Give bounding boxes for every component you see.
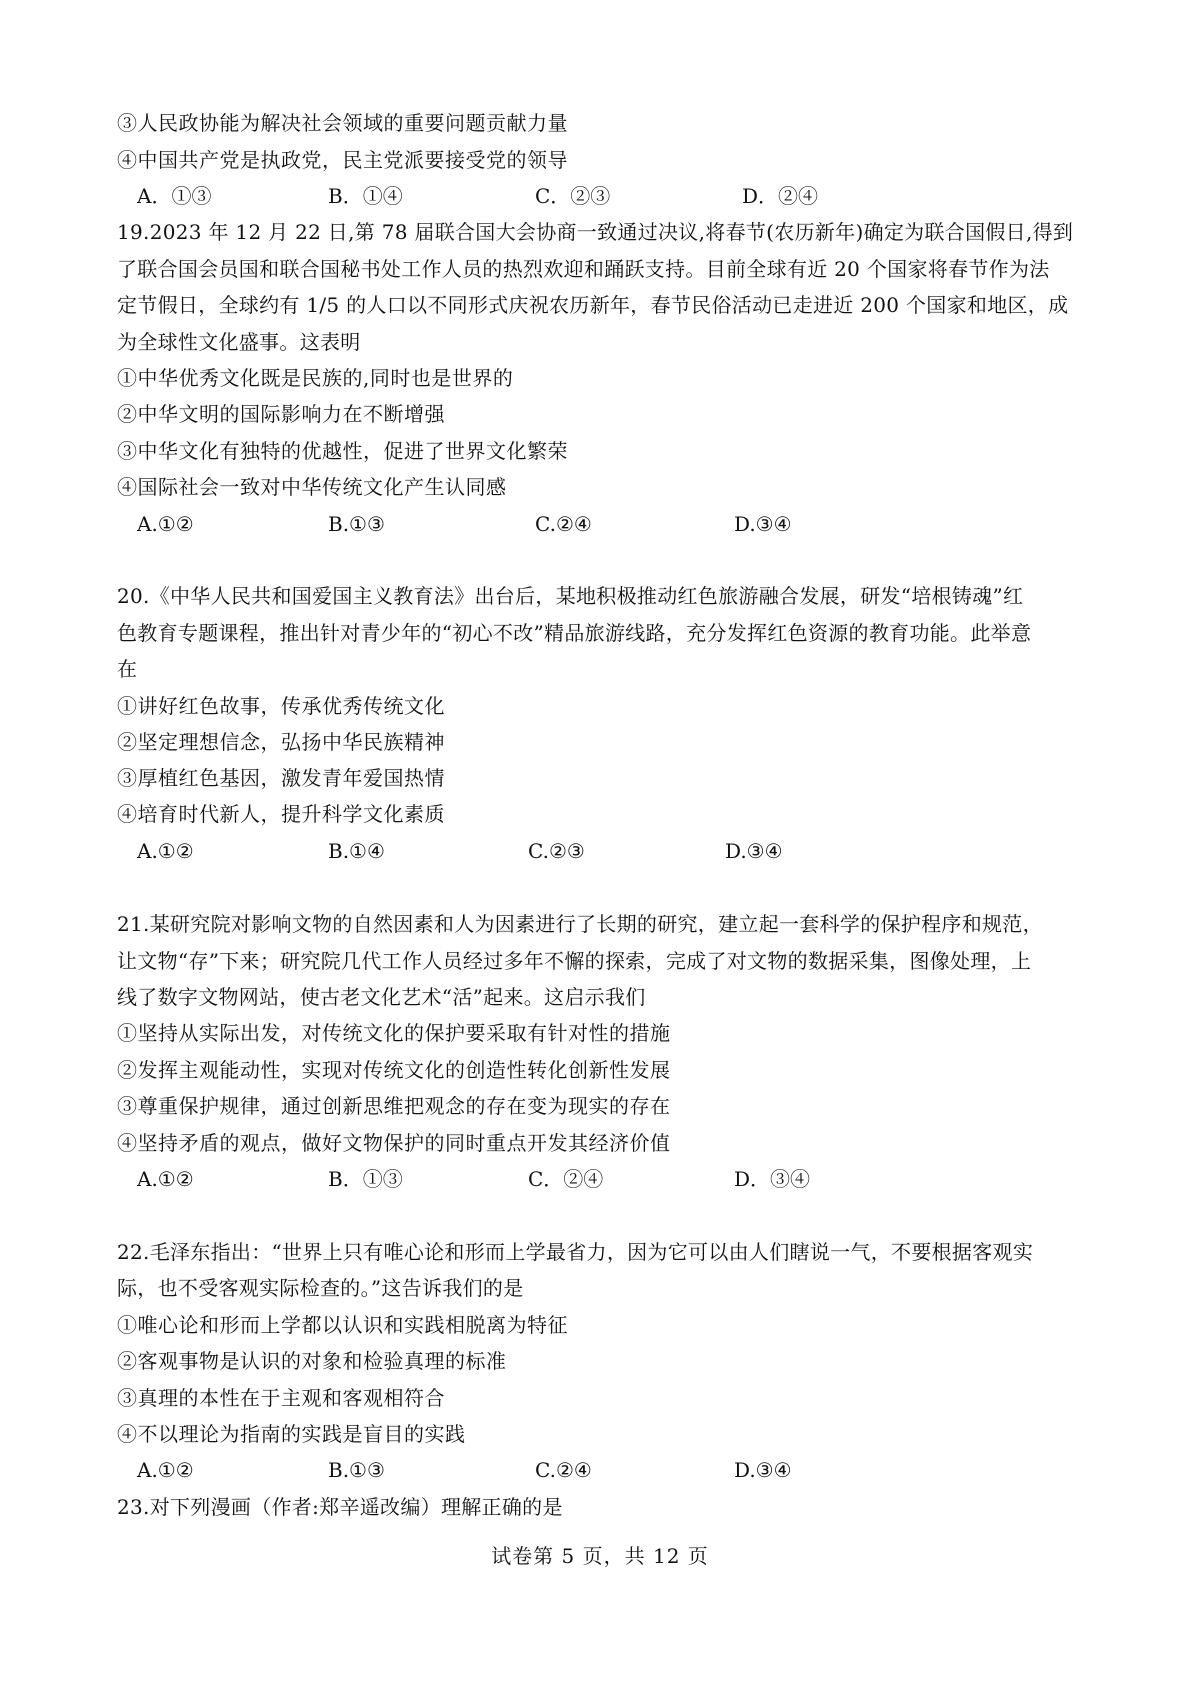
q19-statement-2: ②中华文明的国际影响力在不断增强: [117, 402, 445, 426]
q19-stem-line: 为全球性文化盛事。这表明: [117, 330, 361, 354]
q20-stem-line: 在: [117, 657, 138, 681]
q18-option-a[interactable]: A．①③: [137, 184, 212, 208]
q18-option-b[interactable]: B．①④: [328, 184, 403, 208]
q21-options: [137, 1164, 1037, 1194]
q20-option-b[interactable]: B.①④: [328, 839, 385, 863]
q21-option-d[interactable]: D．③④: [734, 1167, 811, 1191]
q19-stem-line: 19.2023 年 12 月 22 日,第 78 届联合国大会协商一致通过决议,将春节(农历新年)确定为联合国假日,得到: [117, 220, 1074, 244]
q19-options: [137, 509, 1037, 539]
q19-option-c[interactable]: C.②④: [535, 512, 592, 536]
q21-statement-2: ②发挥主观能动性，实现对传统文化的创造性转化创新性发展: [117, 1058, 671, 1082]
q21-statement-3: ③尊重保护规律，通过创新思维把观念的存在变为现实的存在: [117, 1094, 671, 1118]
q21-statement-1: ①坚持从实际出发，对传统文化的保护要采取有针对性的措施: [117, 1021, 671, 1045]
q21-stem-line: 让文物“存”下来；研究院几代工作人员经过多年不懈的探索，完成了对文物的数据采集，图像处理，上: [117, 949, 1032, 973]
q18-statement-3: ③人民政协能为解决社会领域的重要问题贡献力量: [117, 111, 568, 135]
q22-option-a[interactable]: A.①②: [137, 1458, 194, 1482]
q22-stem-line: 际，也不受客观实际检查的。”这告诉我们的是: [117, 1276, 524, 1300]
q22-option-c[interactable]: C.②④: [535, 1458, 592, 1482]
q21-stem-line: 21.某研究院对影响文物的自然因素和人为因素进行了长期的研究，建立起一套科学的保护程序和规范，: [117, 912, 1043, 936]
q18-statement-4: ④中国共产党是执政党，民主党派要接受党的领导: [117, 148, 568, 172]
q23-stem-line: 23.对下列漫画（作者:郑辛遥改编）理解正确的是: [117, 1495, 563, 1519]
q20-statement-3: ③厚植红色基因，激发青年爱国热情: [117, 766, 445, 790]
q18-option-d[interactable]: D．②④: [742, 184, 819, 208]
q19-statement-3: ③中华文化有独特的优越性，促进了世界文化繁荣: [117, 439, 568, 463]
q20-stem-line: 色教育专题课程，推出针对青少年的“初心不改”精品旅游线路，充分发挥红色资源的教育功能。此举意: [117, 621, 1032, 645]
q22-statement-1: ①唯心论和形而上学都以认识和实践相脱离为特征: [117, 1313, 568, 1337]
q20-option-c[interactable]: C.②③: [528, 839, 585, 863]
q19-option-a[interactable]: A.①②: [137, 512, 194, 536]
q22-option-b[interactable]: B.①③: [328, 1458, 385, 1482]
q19-option-d[interactable]: D.③④: [734, 512, 792, 536]
q21-option-a[interactable]: A.①②: [137, 1167, 194, 1191]
q22-options: [137, 1455, 1037, 1485]
q20-option-a[interactable]: A.①②: [137, 839, 194, 863]
q20-statement-2: ②坚定理想信念，弘扬中华民族精神: [117, 730, 445, 754]
q20-statement-1: ①讲好红色故事，传承优秀传统文化: [117, 694, 445, 718]
q20-stem-line: 20.《中华人民共和国爱国主义教育法》出台后，某地积极推动红色旅游融合发展，研发“培根铸魂”红: [117, 584, 1024, 608]
q21-option-b[interactable]: B．①③: [328, 1167, 403, 1191]
q21-option-c[interactable]: C．②④: [528, 1167, 604, 1191]
q19-stem-line: 了联合国会员国和联合国秘书处工作人员的热烈欢迎和踊跃支持。目前全球有近 20 个国家将春节作为法: [117, 257, 1050, 281]
q21-statement-4: ④坚持矛盾的观点，做好文物保护的同时重点开发其经济价值: [117, 1131, 671, 1155]
q22-option-d[interactable]: D.③④: [734, 1458, 792, 1482]
q22-stem-line: 22.毛泽东指出：“世界上只有唯心论和形而上学最省力，因为它可以由人们瞎说一气，不要根据客观实: [117, 1240, 1034, 1264]
q22-statement-2: ②客观事物是认识的对象和检验真理的标准: [117, 1349, 507, 1373]
q18-options: [137, 181, 1037, 211]
q19-statement-4: ④国际社会一致对中华传统文化产生认同感: [117, 475, 507, 499]
q20-statement-4: ④培育时代新人，提升科学文化素质: [117, 802, 445, 826]
q19-statement-1: ①中华优秀文化既是民族的,同时也是世界的: [117, 366, 514, 390]
q22-statement-4: ④不以理论为指南的实践是盲目的实践: [117, 1422, 466, 1446]
q22-statement-3: ③真理的本性在于主观和客观相符合: [117, 1386, 445, 1410]
page-footer: 试卷第 5 页，共 12 页: [491, 1544, 709, 1568]
q18-option-c[interactable]: C．②③: [535, 184, 611, 208]
q19-stem-line: 定节假日，全球约有 1/5 的人口以不同形式庆祝农历新年，春节民俗活动已走进近 200 个国家和地区，成: [117, 293, 1069, 317]
q19-option-b[interactable]: B.①③: [328, 512, 385, 536]
q20-options: [137, 836, 1037, 866]
q20-option-d[interactable]: D.③④: [725, 839, 783, 863]
q21-stem-line: 线了数字文物网站，使古老文化艺术“活”起来。这启示我们: [117, 985, 646, 1009]
